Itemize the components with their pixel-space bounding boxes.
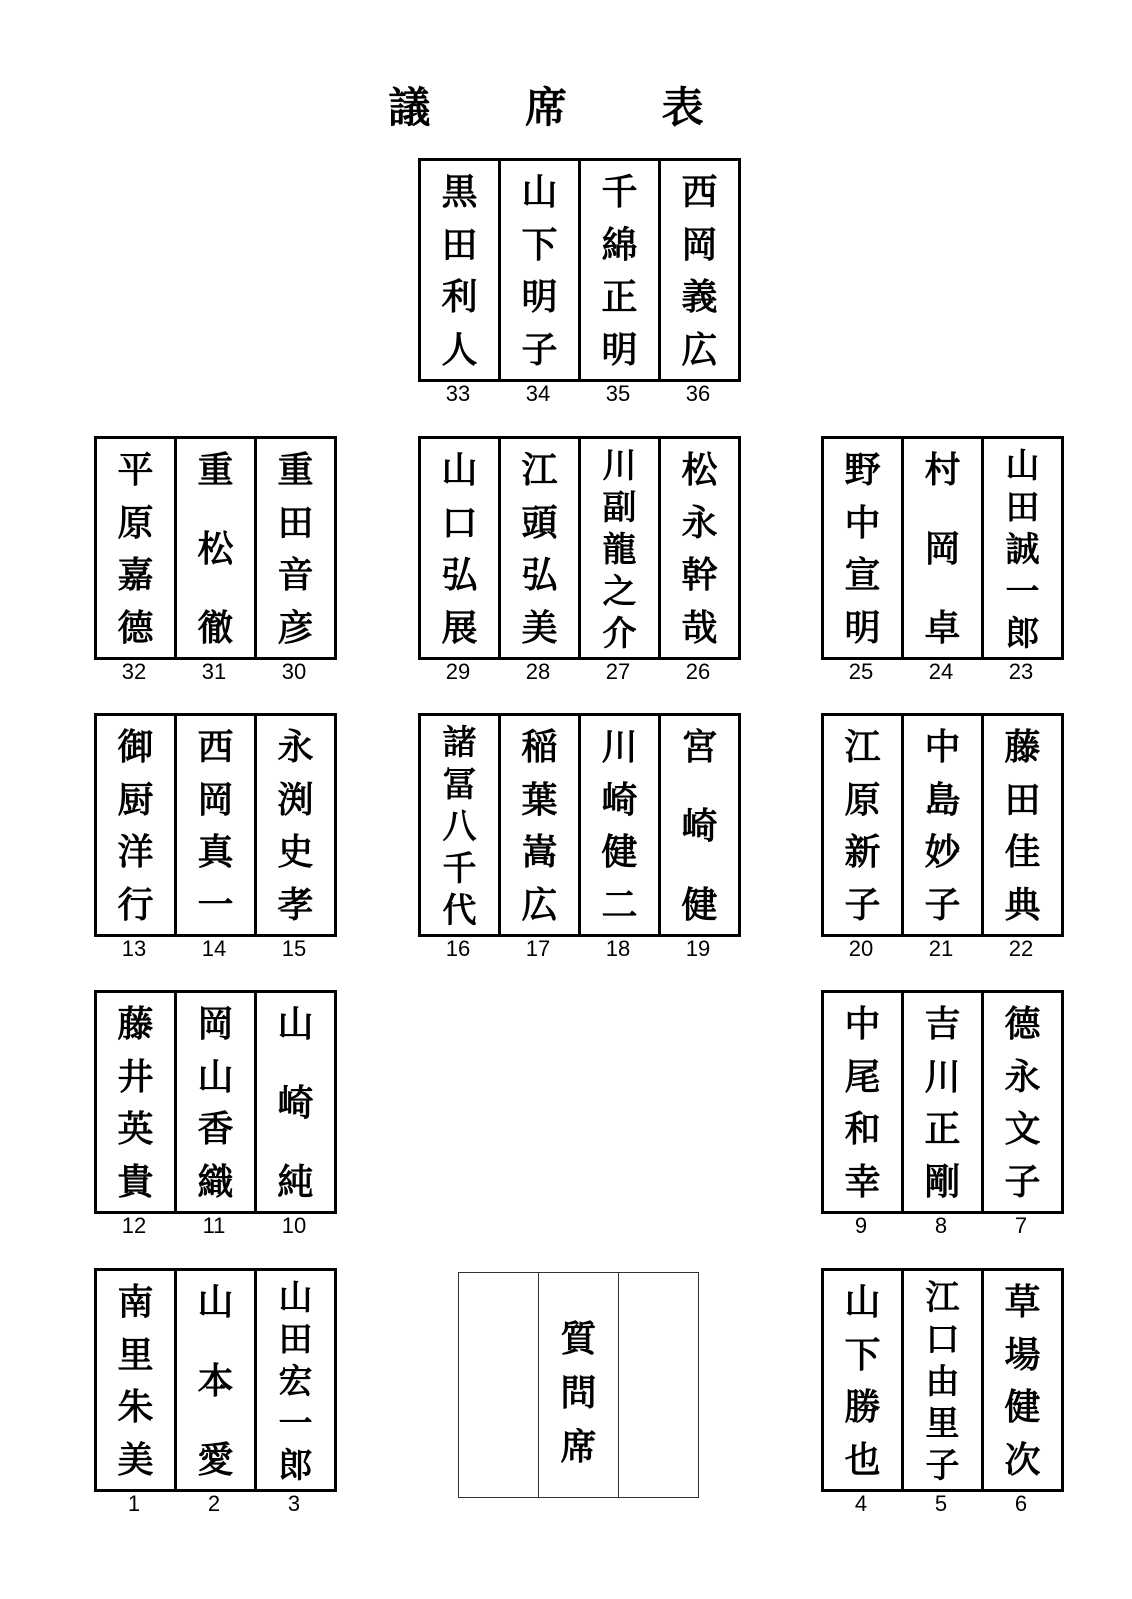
seat-name-char: 明: [844, 607, 881, 649]
seat-number: 25: [848, 659, 874, 684]
seat-name-char: 一: [278, 1404, 313, 1444]
seat-name-char: 原: [117, 502, 154, 544]
seat-row: [94, 990, 337, 1214]
seat-name-char: 岡: [924, 529, 961, 570]
seat-name-char: 崎: [681, 806, 718, 847]
page-title: 議 席 表: [388, 83, 744, 132]
seat-number-row: [821, 1492, 1064, 1516]
seat-name-char: 崎: [601, 779, 638, 821]
seat-name-char: 子: [925, 1446, 960, 1486]
seat-name-char: 子: [924, 884, 961, 926]
seat-name: [97, 716, 177, 934]
seat-name-char: 里: [925, 1404, 960, 1444]
seat-name-char: 岡: [197, 779, 234, 821]
seat-name-char: 川: [924, 1056, 961, 1098]
seat-name-char: 佳: [1004, 832, 1041, 874]
seat-name-char: 史: [277, 832, 314, 874]
seat-name-char: 稲: [521, 727, 558, 768]
seat-name: [824, 439, 904, 657]
seat-group-right-row5: [821, 1268, 1064, 1516]
seat-name-char: 子: [521, 329, 558, 371]
seat-number: 18: [605, 936, 631, 961]
seat-name-char: 川: [601, 727, 638, 768]
seat-number: 21: [928, 936, 954, 961]
seat-name-char: 愛: [197, 1440, 234, 1481]
seat-row: [821, 713, 1064, 937]
seat-number: 10: [281, 1213, 307, 1238]
seat-name-char: 孝: [277, 884, 314, 926]
seat-name-char: 田: [1004, 779, 1041, 821]
seat-number: 9: [854, 1213, 868, 1238]
seat-name: [257, 1271, 337, 1489]
seat-name-char: 岡: [681, 224, 718, 266]
seat-name-char: 広: [681, 329, 718, 371]
seat-name-char: 草: [1004, 1282, 1041, 1323]
seat-name-char: 江: [925, 1278, 960, 1318]
seat-number: 11: [202, 1213, 226, 1238]
seat-name-char: 藤: [1004, 727, 1041, 768]
seat-group-right-row4: [821, 990, 1064, 1238]
seat-name-char: 龍: [602, 530, 637, 570]
seat-name-char: 徹: [197, 608, 234, 649]
seat-name-char: 德: [1004, 1004, 1041, 1045]
seat-name-char: 松: [681, 450, 718, 491]
seat-name-char: 岡: [197, 1004, 234, 1045]
seat-number: 13: [121, 936, 147, 961]
seat-name: [421, 161, 501, 379]
seat-name-char: 郎: [278, 1446, 313, 1486]
seat-name-char: 村: [924, 450, 961, 491]
seat-name-char: 頭: [521, 502, 558, 544]
seat-number: 35: [605, 381, 631, 406]
seat-group-left-row3: [94, 713, 337, 961]
seat-name-char: 崎: [277, 1083, 314, 1124]
seat-name-char: 永: [277, 727, 314, 768]
seat-name-char: 二: [601, 884, 638, 926]
seat-name: [904, 993, 984, 1211]
seat-group-center-row3: [418, 713, 741, 961]
seat-number-row: [418, 660, 741, 684]
seat-name-char: 本: [197, 1361, 234, 1402]
seat-name-char: 義: [681, 277, 718, 319]
seat-name-char: 真: [197, 832, 234, 874]
seat-name: [257, 439, 337, 657]
seat-name-char: 次: [1004, 1439, 1041, 1481]
seat-name-char: 藤: [117, 1004, 154, 1045]
seat-name-char: 英: [117, 1109, 154, 1151]
seat-number: 30: [281, 659, 307, 684]
seat-name-char: 洋: [117, 832, 154, 874]
seat-name-char: 明: [521, 277, 558, 319]
seat-number: 8: [934, 1213, 948, 1238]
seat-name-char: 和: [844, 1109, 881, 1151]
seat-name-char: 山: [197, 1282, 234, 1323]
seat-number-row: [94, 1492, 337, 1516]
seat-number: 26: [685, 659, 711, 684]
seat-name: [984, 1271, 1064, 1489]
question-seat: [539, 1273, 619, 1497]
seat-name: [581, 439, 661, 657]
seat-name-char: 一: [197, 884, 234, 926]
seat-name-char: 之: [602, 572, 637, 612]
seat-name: [904, 439, 984, 657]
seat-name-char: 山: [197, 1056, 234, 1098]
seat-name-char: 健: [1004, 1387, 1041, 1429]
seat-row: [821, 436, 1064, 660]
seat-name-char: 勝: [844, 1387, 881, 1429]
seat-name-char: 厨: [117, 779, 154, 821]
seat-name: [904, 1271, 984, 1489]
seat-row: [94, 1268, 337, 1492]
seat-name-char: 明: [601, 329, 638, 371]
seat-name-char: 口: [925, 1320, 960, 1360]
seat-name-char: 山: [521, 172, 558, 213]
seat-name-char: 美: [117, 1439, 154, 1481]
seat-number: 1: [127, 1491, 141, 1516]
seat-group-right-row2: [821, 436, 1064, 684]
seat-name-char: 介: [602, 614, 637, 654]
seat-name-char: 江: [521, 450, 558, 491]
seat-name-char: 郎: [1005, 614, 1040, 654]
seat-number-row: [418, 937, 741, 961]
seat-number: 33: [445, 381, 471, 406]
seat-name-char: 新: [844, 832, 881, 874]
seat-name: [97, 993, 177, 1211]
question-seat-side-left: [459, 1273, 539, 1497]
seat-name-char: 正: [601, 277, 638, 319]
seat-number: 15: [281, 936, 307, 961]
seat-name-char: 田: [277, 502, 314, 544]
seat-name-char: 葉: [521, 779, 558, 821]
seat-name-char: 誠: [1005, 530, 1040, 570]
seat-name: [661, 161, 741, 379]
seat-name-char: 里: [117, 1334, 154, 1376]
seat-name-char: 正: [924, 1109, 961, 1151]
seat-name-char: 朱: [117, 1387, 154, 1429]
seat-name-char: 香: [197, 1109, 234, 1151]
seat-name-char: 貴: [117, 1161, 154, 1203]
seat-name: [177, 716, 257, 934]
question-seat-char: 問: [560, 1373, 597, 1414]
seat-name-char: 宏: [278, 1362, 313, 1402]
seat-group-center-row2: [418, 436, 741, 684]
seat-name-char: 副: [602, 488, 637, 528]
seat-name: [661, 716, 741, 934]
seat-row: [94, 713, 337, 937]
seat-name-char: 代: [442, 891, 477, 931]
seat-name-char: 山: [441, 450, 478, 491]
seat-name-char: 子: [844, 884, 881, 926]
seat-name-char: 山: [844, 1282, 881, 1323]
seat-name-char: 典: [1004, 884, 1041, 926]
seat-name-char: 山: [1005, 446, 1040, 486]
seat-number: 20: [848, 936, 874, 961]
seat-group-center-top: [418, 158, 741, 406]
seat-name-char: 德: [117, 607, 154, 649]
seat-number: 4: [854, 1491, 868, 1516]
seat-name-char: 御: [117, 727, 154, 768]
seat-name-char: 弘: [441, 555, 478, 597]
seat-name-char: 利: [441, 277, 478, 319]
seat-name-char: 江: [844, 727, 881, 768]
seat-name-char: 美: [521, 607, 558, 649]
seat-name-char: 永: [681, 502, 718, 544]
seat-name-char: 展: [441, 607, 478, 649]
seat-name-char: 千: [442, 849, 477, 889]
seat-number: 17: [525, 936, 551, 961]
seat-name-char: 織: [197, 1161, 234, 1203]
seat-name-char: 下: [521, 224, 558, 266]
seat-name: [904, 716, 984, 934]
seat-name-char: 野: [844, 450, 881, 491]
seat-number: 24: [928, 659, 954, 684]
seat-row: [418, 436, 741, 660]
seat-name-char: 重: [277, 450, 314, 491]
seat-name-char: 音: [277, 555, 314, 597]
question-seat-side-right: [619, 1273, 699, 1497]
seat-name-char: 永: [1004, 1056, 1041, 1098]
seat-number-row: [821, 660, 1064, 684]
seat-name-char: 嵩: [521, 832, 558, 874]
seat-name-char: 宣: [844, 555, 881, 597]
seat-name-char: 純: [277, 1162, 314, 1203]
seat-name-char: 口: [441, 502, 478, 544]
seat-number: 5: [934, 1491, 948, 1516]
seat-name: [421, 439, 501, 657]
seat-number-row: [821, 937, 1064, 961]
seat-name-char: 井: [117, 1056, 154, 1098]
seat-name-char: 文: [1004, 1109, 1041, 1151]
seat-name-char: 尾: [844, 1056, 881, 1098]
seat-name-char: 松: [197, 529, 234, 570]
seat-name-char: 行: [117, 884, 154, 926]
seat-row: [821, 990, 1064, 1214]
seat-name-char: 吉: [924, 1004, 961, 1045]
seat-name-char: 場: [1004, 1334, 1041, 1376]
seat-row: [821, 1268, 1064, 1492]
seat-name-char: 中: [844, 502, 881, 544]
seat-name-char: 諸: [442, 723, 477, 763]
seat-name: [581, 716, 661, 934]
seat-name-char: 也: [844, 1439, 881, 1481]
seat-name-char: 剛: [924, 1161, 961, 1203]
seat-number: 23: [1008, 659, 1034, 684]
seat-name-char: 島: [924, 779, 961, 821]
seat-name: [581, 161, 661, 379]
seat-name-char: 平: [117, 450, 154, 491]
question-seat-area: [458, 1272, 699, 1498]
seat-name-char: 南: [117, 1282, 154, 1323]
seat-number-row: [821, 1214, 1064, 1238]
seat-number: 28: [525, 659, 551, 684]
seat-name-char: 幹: [681, 555, 718, 597]
seat-name-char: 中: [844, 1004, 881, 1045]
seat-name: [501, 716, 581, 934]
seat-name: [824, 716, 904, 934]
seat-name-char: 千: [601, 172, 638, 213]
seat-name: [984, 439, 1064, 657]
seat-number: 36: [685, 381, 711, 406]
seat-name-char: 川: [602, 446, 637, 486]
seat-name-char: 黒: [441, 172, 478, 213]
question-seat-char: 質: [560, 1319, 597, 1360]
seat-name: [501, 161, 581, 379]
seat-number: 32: [121, 659, 147, 684]
seat-name: [984, 716, 1064, 934]
seat-name: [97, 1271, 177, 1489]
seat-number: 29: [445, 659, 471, 684]
seat-row: [94, 436, 337, 660]
seat-name-char: 一: [1005, 572, 1040, 612]
question-seat-char: 席: [560, 1427, 597, 1468]
seat-number: 34: [525, 381, 551, 406]
seat-name-char: 重: [197, 450, 234, 491]
seat-name: [824, 993, 904, 1211]
seat-number: 19: [685, 936, 711, 961]
seat-number: 14: [201, 936, 227, 961]
seat-name-char: 卓: [924, 608, 961, 649]
seat-name: [501, 439, 581, 657]
seat-name: [661, 439, 741, 657]
seat-group-left-row5: [94, 1268, 337, 1516]
seat-name-char: 健: [681, 885, 718, 926]
seat-name-char: 由: [925, 1362, 960, 1402]
seat-number: 2: [207, 1491, 221, 1516]
seat-number: 22: [1008, 936, 1034, 961]
seat-name-char: 妙: [924, 832, 961, 874]
seat-name-char: 西: [681, 172, 718, 213]
seat-row: [418, 158, 741, 382]
seat-name-char: 中: [924, 727, 961, 768]
seat-name: [824, 1271, 904, 1489]
seat-name-char: 嘉: [117, 555, 154, 597]
seat-name-char: 宮: [681, 727, 718, 768]
seat-name-char: 八: [442, 807, 477, 847]
seat-row: [418, 713, 741, 937]
seat-name: [177, 1271, 257, 1489]
seat-name-char: 人: [441, 329, 478, 371]
seat-name-char: 田: [278, 1320, 313, 1360]
seat-number: 3: [287, 1491, 301, 1516]
seat-name-char: 西: [197, 727, 234, 768]
seat-name-char: 弘: [521, 555, 558, 597]
seat-number: 16: [445, 936, 471, 961]
seat-name-char: 田: [441, 224, 478, 266]
seat-number: 6: [1014, 1491, 1028, 1516]
seat-number: 31: [201, 659, 227, 684]
seat-name-char: 彦: [277, 607, 314, 649]
seat-number: 12: [121, 1213, 147, 1238]
seat-name: [984, 993, 1064, 1211]
seat-name-char: 幸: [844, 1161, 881, 1203]
seat-number: 27: [605, 659, 631, 684]
seat-name: [421, 716, 501, 934]
seat-name-char: 渕: [277, 779, 314, 821]
seat-number-row: [94, 1214, 337, 1238]
seat-name-char: 下: [844, 1334, 881, 1376]
seat-number-row: [418, 382, 741, 406]
seat-name-char: 山: [277, 1004, 314, 1045]
seat-name: [177, 993, 257, 1211]
seat-group-left-row2: [94, 436, 337, 684]
seat-number-row: [94, 660, 337, 684]
seat-name: [177, 439, 257, 657]
seat-name-char: 原: [844, 779, 881, 821]
seat-name-char: 哉: [681, 607, 718, 649]
seat-name: [97, 439, 177, 657]
seat-name-char: 山: [278, 1278, 313, 1318]
seat-name-char: 田: [1005, 488, 1040, 528]
seat-name-char: 広: [521, 884, 558, 926]
seat-group-left-row4: [94, 990, 337, 1238]
seat-name-char: 子: [1004, 1161, 1041, 1203]
seat-name-char: 健: [601, 832, 638, 874]
seat-name-char: 綿: [601, 224, 638, 266]
seat-name-char: 冨: [442, 765, 477, 805]
seat-group-right-row3: [821, 713, 1064, 961]
seat-number-row: [94, 937, 337, 961]
seat-number: 7: [1014, 1213, 1028, 1238]
seat-name: [257, 993, 337, 1211]
seat-name: [257, 716, 337, 934]
